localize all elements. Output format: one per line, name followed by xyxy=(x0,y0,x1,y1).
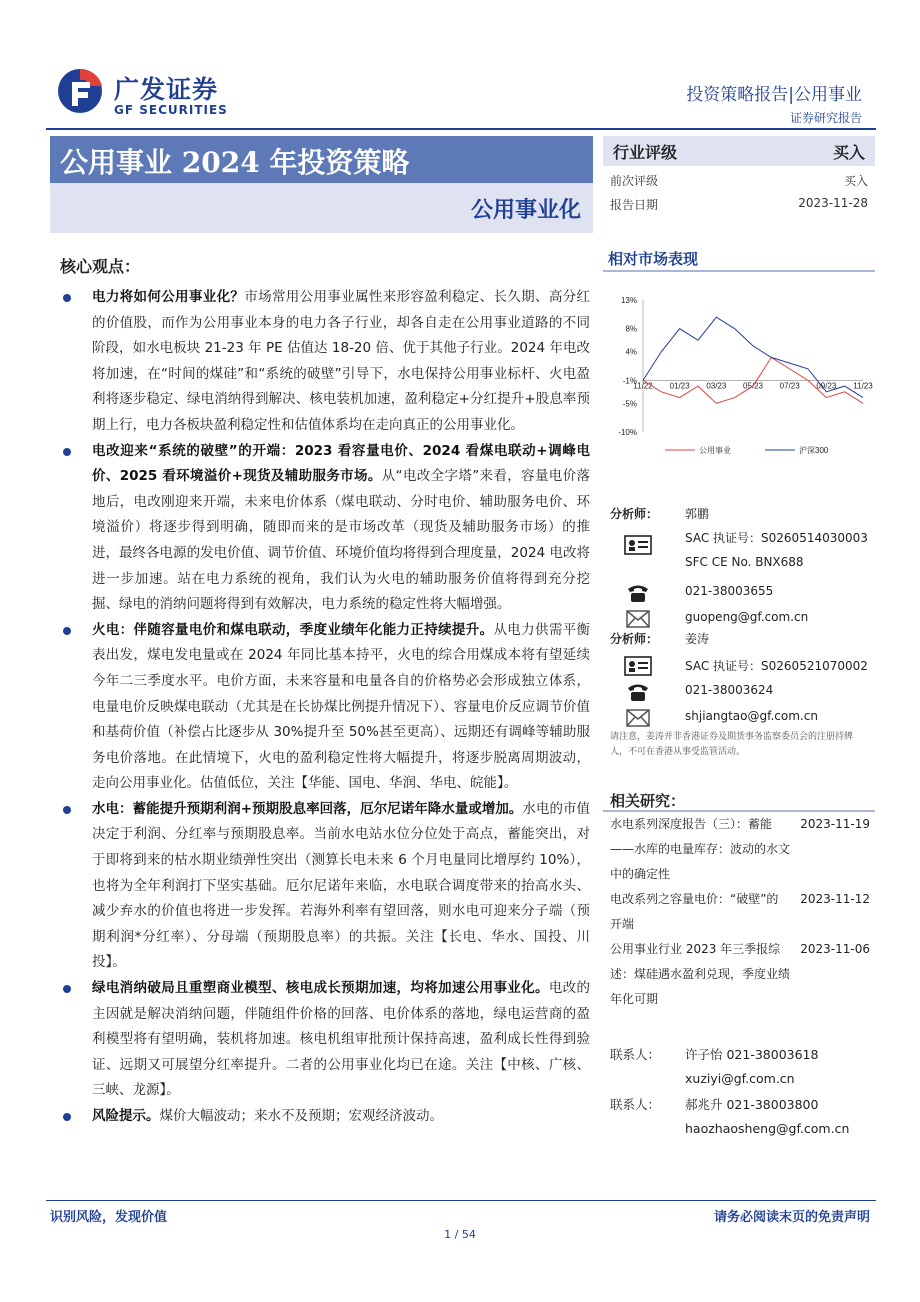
contact-label: 联系人： xyxy=(610,1047,661,1062)
analyst-phone: 021-38003655 xyxy=(685,584,774,598)
telephone-icon xyxy=(626,583,650,603)
bullet-item xyxy=(60,797,590,976)
page-subtitle: 公用事业化 xyxy=(470,197,581,223)
bullet-item xyxy=(60,618,590,797)
report-date-label: 报告日期 xyxy=(610,198,659,212)
bullet-text: 煤价大幅波动；来水不及预期；宏观经济波动。 xyxy=(159,1108,443,1124)
rating-label: 行业评级 xyxy=(613,143,678,162)
bullet-bold: 绿电消纳破局且重塑商业模型、核电成长预期加速，均将加速公用事业化。 xyxy=(92,980,549,997)
analyst-email[interactable]: guopeng@gf.com.cn xyxy=(685,610,809,624)
bullet-text: 电改的主因就是解决消纳问题，伴随组件价格的回落、电价体系的落地，绿电运营商的盈利模型将有望明确，装机将加速。核电机组审批预计保持高速，盈利成长性得到验证、远期又可展望分红率提升。二者的公用事业化均已在途。关注【中核、广核、三峡、龙源】。 xyxy=(92,980,591,1099)
analyst-sfc: SFC CE No. BNX688 xyxy=(685,555,804,569)
y-tick-label: -5% xyxy=(622,399,637,409)
analyst-label: 分析师： xyxy=(610,507,659,521)
email-icon xyxy=(626,708,650,728)
email-icon xyxy=(626,609,650,629)
bullet-item xyxy=(60,285,590,439)
prev-rating-value: 买入 xyxy=(843,174,868,188)
bullet-bold: 风险提示。 xyxy=(92,1108,160,1124)
gf-logo-icon xyxy=(56,66,108,116)
report-date-row xyxy=(610,196,868,213)
contact-name-phone: 郝兆升 021-38003800 xyxy=(685,1097,819,1112)
analyst-name: 姜涛 xyxy=(685,632,710,646)
page-title: 公用事业 2024 年投资策略 xyxy=(60,146,410,179)
market-heading: 相对市场表现 xyxy=(608,250,699,268)
analyst-1 xyxy=(610,505,870,633)
analyst-email[interactable]: shjiangtao@gf.com.cn xyxy=(685,709,818,723)
related-heading: 相关研究： xyxy=(610,792,686,810)
x-tick-label: 03/23 xyxy=(706,381,727,391)
y-tick-label: 13% xyxy=(620,296,637,305)
x-tick-label: 07/23 xyxy=(779,381,800,391)
page-number: 1 / 54 xyxy=(444,1228,476,1241)
legend-label: 沪深300 xyxy=(799,446,829,455)
related-title: 公用事业行业 2023 年三季报综述：煤硅遇水盈利兑现，季度业绩年化可期 xyxy=(610,942,791,1006)
analyst-label: 分析师： xyxy=(610,632,659,646)
bullet-item xyxy=(60,1104,590,1130)
legend-label: 公用事业 xyxy=(699,446,731,455)
x-tick-label: 01/23 xyxy=(669,381,690,391)
analyst-sac: SAC 执证号：S0260514030003 xyxy=(685,531,868,545)
report-date-value: 2023-11-28 xyxy=(798,196,868,210)
prev-rating-row xyxy=(610,172,868,189)
contact-2 xyxy=(610,1095,870,1147)
bullet-text: 水电的市值决定于利润、分红率与预期股息率。当前水电站水位分位处于高点，蓄能突出，对于即将到来的枯水期业绩弹性突出（测算长电未来 6 个月电量同比增厚约 10%），也将为全年利润打下坚实基础。厄尔尼诺年来临，水电联合调度带来的抬高水头、减少弃水的价值也将进一步发挥。若海外利率有望回落，则水电可迎来分子端（预期利润*分红率）、分母端（预期股息率）的共振。关注【长电、华水、国投、川投】。 xyxy=(92,800,590,971)
report-subtype: 证券研究报告 xyxy=(789,111,862,125)
prev-rating-label: 前次评级 xyxy=(610,174,659,188)
id-card-icon xyxy=(624,535,652,555)
analyst-name: 郭鹏 xyxy=(685,507,710,521)
related-title: 水电系列深度报告（三）：蓄能——水库的电量库存：波动的水文中的确定性 xyxy=(610,817,791,881)
footer-disclaimer-link[interactable]: 请务必阅读末页的免责声明 xyxy=(713,1210,870,1225)
analyst-2 xyxy=(610,630,870,732)
analyst-sac: SAC 执证号：S0260521070002 xyxy=(685,659,868,673)
logo-text-cn: 广发证券 xyxy=(114,75,219,104)
report-type: 投资策略报告|公用事业 xyxy=(686,85,862,105)
contact-label: 联系人： xyxy=(610,1097,661,1112)
rating-value: 买入 xyxy=(832,143,865,162)
title-banner xyxy=(50,136,593,183)
core-heading: 核心观点： xyxy=(60,257,141,276)
related-date: 2023-11-06 xyxy=(800,942,870,956)
footer-slogan: 识别风险，发现价值 xyxy=(50,1210,168,1225)
x-tick-label: 09/23 xyxy=(816,381,837,391)
core-bullets xyxy=(60,285,590,1130)
telephone-icon xyxy=(626,682,650,702)
market-heading-line xyxy=(603,270,875,272)
related-list xyxy=(610,812,870,1012)
related-item[interactable] xyxy=(610,887,870,937)
contact-email[interactable]: xuziyi@gf.com.cn xyxy=(685,1071,795,1086)
footer-divider xyxy=(46,1200,876,1201)
relative-performance-chart xyxy=(605,290,875,460)
bullet-bold: 电改迎来“系统的破壁”的开端：2023 看容量电价、2024 看煤电联动+调峰电价、2025 看环境溢价+现货及辅助服务市场。 xyxy=(92,442,590,485)
rating-box xyxy=(603,136,875,166)
y-tick-label: -1% xyxy=(622,376,637,386)
related-item[interactable] xyxy=(610,937,870,1012)
logo-text-en: GF SECURITIES xyxy=(114,103,228,117)
id-card-icon xyxy=(624,656,652,676)
related-date: 2023-11-12 xyxy=(800,892,870,906)
contact-1 xyxy=(610,1045,870,1097)
header-divider xyxy=(46,128,876,130)
bullet-text: 从“电改全字塔”来看，容量电价落地后，电改刚迎来开端，未来电价体系（煤电联动、分时电价、辅助服务电价、环境溢价）将逐步得到明确，随即而来的是市场改革（现货及辅助服务市场）的推进，最终各电源的发电价值、调节价值、环境价值均将得到合理度量，2024 电改将进一步加速。站在电力系统的视角，我们认为火电的辅助服务价值将得到充分挖掘、绿电的消纳问题将得到有效解决，电力系统的稳定性将大幅增强。 xyxy=(92,468,590,613)
y-tick-label: 8% xyxy=(625,324,637,334)
bullet-bold: 电力将如何公用事业化？ xyxy=(92,289,245,305)
bullet-text: 从电力供需平衡表出发，煤电发电量或在 2024 年同比基本持平，火电的综合用煤成本将有望延续今年二三季度水平。电价方面，未来容量和电量各自的价格势必会形成独立体系，电量电价反映煤电联动（尤其是在长协煤比例提升情况下）、容量电价反应调节价值和基荷价值（补偿占比逐步从 30%提升至 50%甚至更高）、远期还有调峰等辅助服务电价落地。在此情境下，火电的盈利稳定性将大幅提升，将逐步脱离周期波动，走向公用事业化。估值低位，关注【华能、国电、华润、华电、皖能】。 xyxy=(92,621,591,792)
bullet-item xyxy=(60,976,590,1104)
disclaimer-note: 请注意，姜涛并非香港证券及期货事务监察委员会的注册持牌人，不可在香港从事受监管活动。 xyxy=(610,732,854,757)
bullet-bold: 火电：伴随容量电价和煤电联动，季度业绩年化能力正持续提升。 xyxy=(92,621,494,638)
x-tick-label: 05/23 xyxy=(742,381,764,391)
related-date: 2023-11-19 xyxy=(800,817,870,831)
y-tick-label: -10% xyxy=(618,428,637,437)
subtitle-banner xyxy=(50,183,593,233)
related-title: 电改系列之容量电价：“破壁”的开端 xyxy=(610,892,779,931)
related-item[interactable] xyxy=(610,812,870,887)
contact-name-phone: 许子怡 021-38003618 xyxy=(685,1047,819,1062)
bullet-item xyxy=(60,439,590,618)
x-tick-label: 11/22 xyxy=(633,381,653,391)
x-tick-label: 11/23 xyxy=(853,381,873,391)
analyst-phone: 021-38003624 xyxy=(685,683,774,697)
bullet-bold: 水电：蓄能提升预期利润+预期股息率回落，厄尔尼诺年降水量或增加。 xyxy=(92,800,523,817)
contact-email[interactable]: haozhaosheng@gf.com.cn xyxy=(685,1121,850,1136)
bullet-text: 市场常用公用事业属性来形容盈利稳定、长久期、高分红的价值股，而作为公用事业本身的电力各子行业，却各自走在公用事业道路的不同阶段，如水电板块 21-23 年 PE 估值达 18-20 倍、优于其他子行业。2024 年电改将加速，在“时间的煤硅”和“系统的破壁”引导下，水电保持公用事业标杆、火电盈利将逐步稳定、绿电消纳得到解决、核电装机加速，盈利稳定+分红提升+股息率预期上行，电力各板块盈利稳定性和估值体系均在走向真正的公用事业化。 xyxy=(92,289,591,433)
y-tick-label: 4% xyxy=(625,347,637,357)
